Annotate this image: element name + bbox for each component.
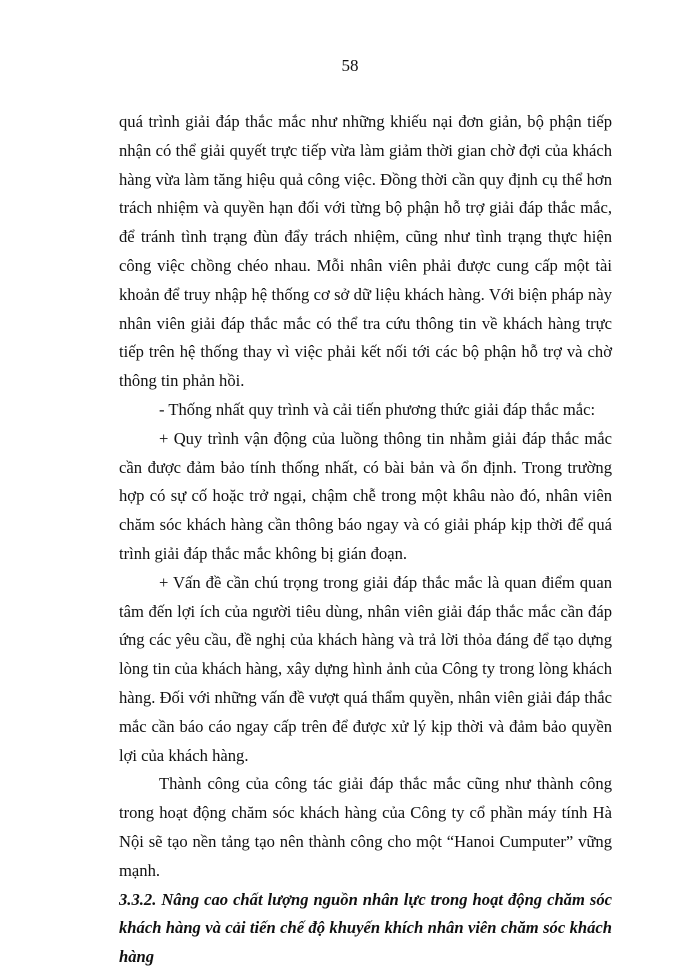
paragraph-conclusion: Thành công của công tác giải đáp thắc mắc cũng như thành công trong hoạt động chăm sóc khách hàng của Công ty cổ phần máy tính Hà Nội sẽ tạo nền tảng tạo nên thành công cho một “Hanoi Cumputer” vững mạnh. bbox=[119, 774, 612, 880]
paragraph-continuation: quá trình giải đáp thắc mắc như những khiếu nại đơn giản, bộ phận tiếp nhận có thể giải quyết trực tiếp vừa làm giảm thời gian chờ đợi của khách hàng vừa làm tăng hiệu quả công việc. Đồng thời cần quy định cụ thể hơn trách nhiệm và quyền hạn đối với từng bộ phận hỗ trợ giải đáp thắc mắc, để tránh tình trạng đùn đẩy trách nhiệm, cũng như tình trạng thực hiện công việc chồng chéo nhau. Mỗi nhân viên phải được cung cấp một tài khoản để truy nhập hệ thống cơ sở dữ liệu khách hàng. Với biện pháp này nhân viên giải đáp thắc mắc có thể tra cứu thông tin về khách hàng trực tiếp trên hệ thống thay vì việc phải kết nối tới các bộ phận hỗ trợ và chờ thông tin phản hồi. bbox=[119, 112, 612, 391]
sub-item-information-flow: + Quy trình vận động của luồng thông tin nhằm giải đáp thắc mắc cần được đảm bảo tính thống nhất, có bài bản và ổn định. Trong trường hợp có sự cố hoặc trở ngại, chậm chễ trong một khâu nào đó, nhân viên chăm sóc khách hàng cần thông báo ngay và có giải pháp kịp thời để quá trình giải đáp thắc mắc không bị gián đoạn. bbox=[119, 428, 612, 563]
bullet-item-process: - Thống nhất quy trình và cải tiến phương thức giải đáp thắc mắc: bbox=[159, 399, 596, 419]
page-number: 58 bbox=[341, 56, 359, 75]
body-text bbox=[119, 108, 612, 972]
sub-item-customer-interest: + Vấn đề cần chú trọng trong giải đáp thắc mắc là quan điểm quan tâm đến lợi ích của người tiêu dùng, nhân viên giải đáp thắc mắc cần đáp ứng các yêu cầu, đề nghị của khách hàng và trả lời thỏa đáng để tạo dựng lòng tin của khách hàng, xây dựng hình ảnh của Công ty trong lòng khách hàng. Đối với những vấn đề vượt quá thẩm quyền, nhân viên giải đáp thắc mắc cần báo cáo ngay cấp trên để được xử lý kịp thời và đảm bảo quyền lợi của khách hàng. bbox=[119, 572, 612, 765]
section-heading: 3.3.2. Nâng cao chất lượng nguồn nhân lực trong hoạt động chăm sóc khách hàng và cải tiến chế độ khuyến khích nhân viên chăm sóc khách hàng bbox=[119, 889, 612, 967]
